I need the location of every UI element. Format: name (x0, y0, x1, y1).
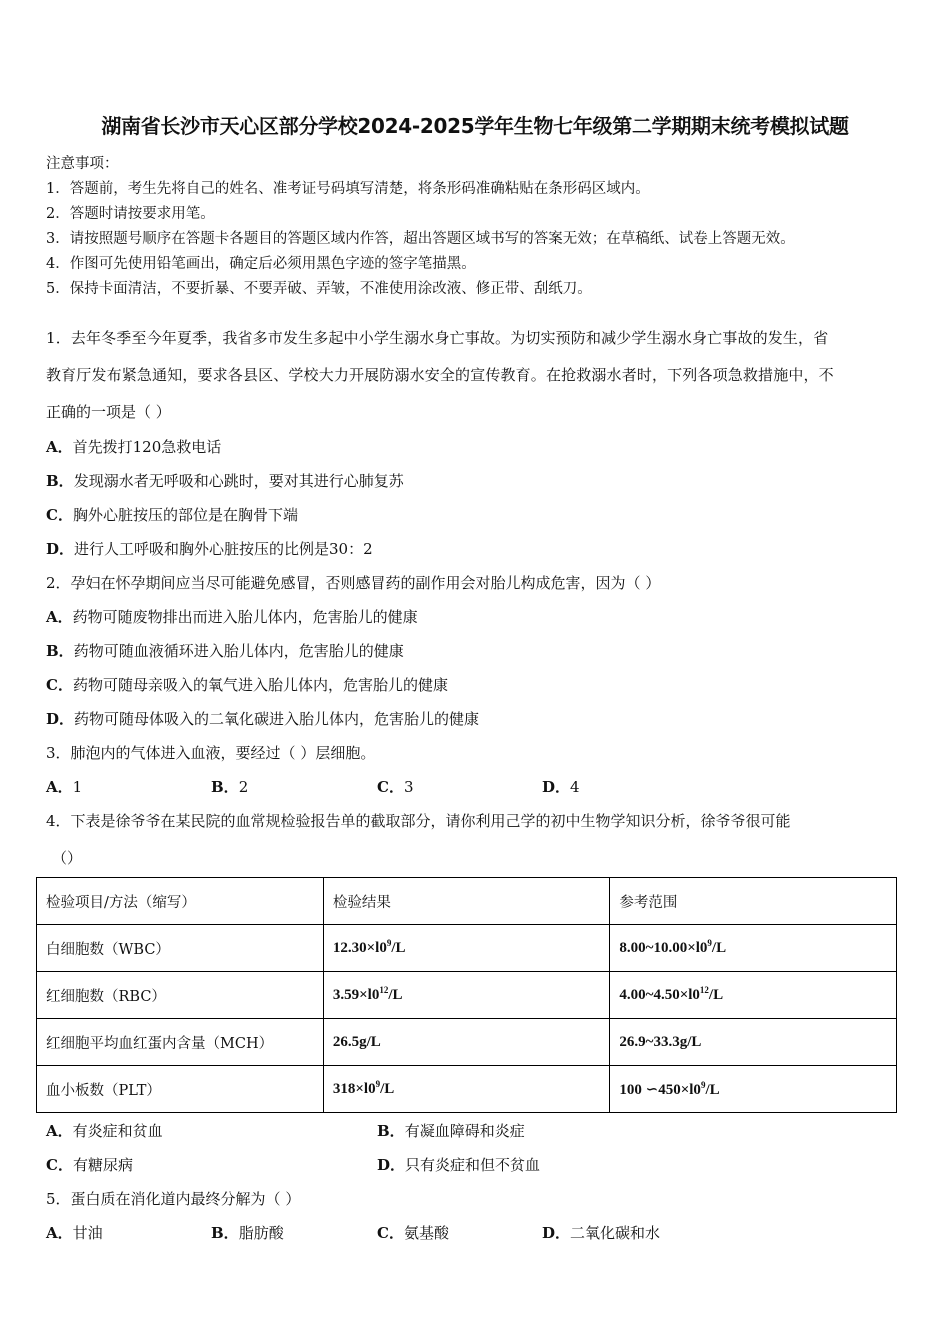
q4-option-c (46, 1154, 133, 1175)
q1-option-d (46, 538, 373, 559)
table-cell-item: 红细胞平均血红蛋内含量（MCH） (37, 1019, 324, 1066)
q1-option-b (46, 470, 404, 491)
option-text: 甘油 (72, 1224, 103, 1242)
option-text: 胸外心脏按压的部位是在胸骨下端 (72, 506, 298, 524)
table-row (37, 972, 897, 1019)
table-cell-range (610, 972, 897, 1019)
range-value: 26.9~33.3g/L (619, 1033, 702, 1050)
q1-stem-line: 教育厅发布紧急通知，要求各县区、学校大力开展防溺水安全的宣传教育。在抢救溺水者时，下列各项急救措施中，不 (46, 366, 834, 384)
option-key: D． (46, 540, 75, 558)
option-key: C． (46, 506, 73, 524)
q1-option-a (46, 436, 221, 457)
table-cell-result (323, 972, 610, 1019)
result-exponent: 9 (386, 937, 392, 948)
option-text: 有糖尿病 (72, 1156, 133, 1174)
option-text: 只有炎症和但不贫血 (405, 1156, 541, 1174)
option-key: C． (46, 676, 73, 694)
table-cell-range (610, 1019, 897, 1066)
q2-option-c (46, 674, 448, 695)
range-value: 8.00~10.00×l0 (619, 939, 708, 956)
q4-option-b (377, 1120, 525, 1141)
table-header-row (37, 878, 897, 925)
result-unit: /L (380, 1080, 395, 1097)
range-value: 4.00~4.50×l0 (619, 986, 700, 1003)
q5-option-c (377, 1222, 449, 1243)
q3-option-d (542, 776, 580, 797)
option-text: 药物可随废物排出而进入胎儿体内，危害胎儿的健康 (72, 608, 418, 626)
option-text: 有凝血障碍和炎症 (404, 1122, 525, 1140)
q4-option-a (46, 1120, 163, 1141)
table-cell-item: 白细胞数（WBC） (37, 925, 324, 972)
q5-option-d (542, 1222, 660, 1243)
option-key: C． (46, 1156, 73, 1174)
range-exponent: 12 (699, 984, 709, 995)
q2-stem: 2．孕妇在怀孕期间应当尽可能避免感冒，否则感冒药的副作用会对胎儿构成危害，因为（ ） (46, 574, 661, 592)
option-key: C． (377, 778, 404, 796)
option-text: 4 (570, 778, 580, 796)
table-header: 检验项目/方法（缩写） (37, 878, 324, 925)
result-exponent: 12 (379, 984, 389, 995)
result-unit: /L (391, 939, 406, 956)
notice-item: 4．作图可先使用铅笔画出，确定后必须用黑色字迹的签字笔描黑。 (46, 256, 476, 272)
q5-stem: 5．蛋白质在消化道内最终分解为（ ） (46, 1190, 301, 1208)
result-unit: /L (388, 986, 403, 1003)
option-key: D． (46, 710, 75, 728)
table-row (37, 1066, 897, 1113)
table-cell-range (610, 1066, 897, 1113)
table-cell-result (323, 1066, 610, 1113)
option-text: 进行人工呼吸和胸外心脏按压的比例是30：2 (74, 540, 373, 558)
table-cell-range (610, 925, 897, 972)
option-text: 脂肪酸 (238, 1224, 284, 1242)
q3-stem: 3．肺泡内的气体进入血液，要经过（ ）层细胞。 (46, 744, 376, 762)
result-value: 318×l0 (332, 1080, 376, 1097)
option-key: D． (542, 778, 571, 796)
option-text: 有炎症和贫血 (72, 1122, 163, 1140)
q4-stem-paren: （） (52, 849, 83, 867)
result-exponent: 9 (375, 1078, 381, 1089)
option-key: B． (211, 1224, 239, 1242)
table-row (37, 1019, 897, 1066)
q1-stem-line: 正确的一项是（ ） (46, 403, 171, 421)
table-cell-result (323, 925, 610, 972)
q4-option-d (377, 1154, 540, 1175)
q3-option-c (377, 776, 414, 797)
table-cell-item: 红细胞数（RBC） (37, 972, 324, 1019)
q5-option-b (211, 1222, 284, 1243)
blood-report-table (36, 877, 897, 1113)
table-header: 检验结果 (323, 878, 610, 925)
option-key: A． (46, 1224, 73, 1242)
notice-item: 3．请按照题号顺序在答题卡各题目的答题区域内作答，超出答题区域书写的答案无效；在草稿纸、试卷上答题无效。 (46, 231, 795, 247)
notice-item: 5．保持卡面清洁，不要折暴、不要弄破、弄皱，不准使用涂改液、修正带、刮纸刀。 (46, 281, 592, 297)
option-key: A． (46, 1122, 73, 1140)
q2-option-d (46, 708, 479, 729)
option-key: B． (377, 1122, 405, 1140)
option-text: 药物可随母亲吸入的氧气进入胎儿体内，危害胎儿的健康 (72, 676, 448, 694)
table-cell-item: 血小板数（PLT） (37, 1066, 324, 1113)
q1-stem-line: 1．去年冬季至今年夏季，我省多市发生多起中小学生溺水身亡事故。为切实预防和减少学生溺水身亡事故的发生，省 (46, 329, 829, 347)
option-text: 2 (238, 778, 249, 796)
option-key: C． (377, 1224, 404, 1242)
option-key: D． (377, 1156, 406, 1174)
option-text: 1 (72, 778, 83, 796)
option-key: A． (46, 778, 73, 796)
result-value: 12.30×l0 (332, 939, 387, 956)
option-key: B． (46, 472, 74, 490)
table-header: 参考范围 (610, 878, 897, 925)
q3-option-a (46, 776, 82, 797)
result-value: 3.59×l0 (332, 986, 380, 1003)
option-text: 药物可随血液循环进入胎儿体内，危害胎儿的健康 (73, 642, 404, 660)
table-row (37, 925, 897, 972)
range-value: 100 ∽450×l0 (619, 1081, 701, 1098)
option-key: A． (46, 438, 73, 456)
option-text: 氨基酸 (403, 1224, 449, 1242)
notice-heading: 注意事项： (46, 156, 119, 172)
option-text: 首先拨打120急救电话 (72, 438, 222, 456)
option-text: 药物可随母体吸入的二氧化碳进入胎儿体内，危害胎儿的健康 (74, 710, 480, 728)
option-text: 发现溺水者无呼吸和心跳时，要对其进行心肺复苏 (73, 472, 404, 490)
option-text: 3 (403, 778, 414, 796)
notice-item: 2．答题时请按要求用笔。 (46, 206, 215, 222)
q5-option-a (46, 1222, 103, 1243)
option-key: A． (46, 608, 73, 626)
option-key: B． (211, 778, 239, 796)
range-exponent: 9 (700, 1079, 706, 1090)
page-title: 湖南省长沙市天心区部分学校2024-2025学年生物七年级第二学期期末统考模拟试题 (101, 114, 849, 138)
range-unit: /L (711, 939, 727, 956)
table-cell-result (323, 1019, 610, 1066)
option-key: B． (46, 642, 74, 660)
option-text: 二氧化碳和水 (570, 1224, 661, 1242)
q2-option-b (46, 640, 404, 661)
q2-option-a (46, 606, 418, 627)
range-exponent: 9 (707, 937, 712, 948)
option-key: D． (542, 1224, 571, 1242)
q1-option-c (46, 504, 298, 525)
q3-option-b (211, 776, 248, 797)
range-unit: /L (708, 986, 724, 1003)
q4-stem: 4．下表是徐爷爷在某民院的血常规检验报告单的截取部分，请你利用己学的初中生物学知识分析，徐爷爷很可能 (46, 812, 791, 830)
notice-item: 1．答题前，考生先将自己的姓名、准考证号码填写清楚，将条形码准确粘贴在条形码区域内。 (46, 181, 650, 197)
result-value: 26.5g/L (332, 1033, 381, 1050)
range-unit: /L (705, 1081, 720, 1098)
